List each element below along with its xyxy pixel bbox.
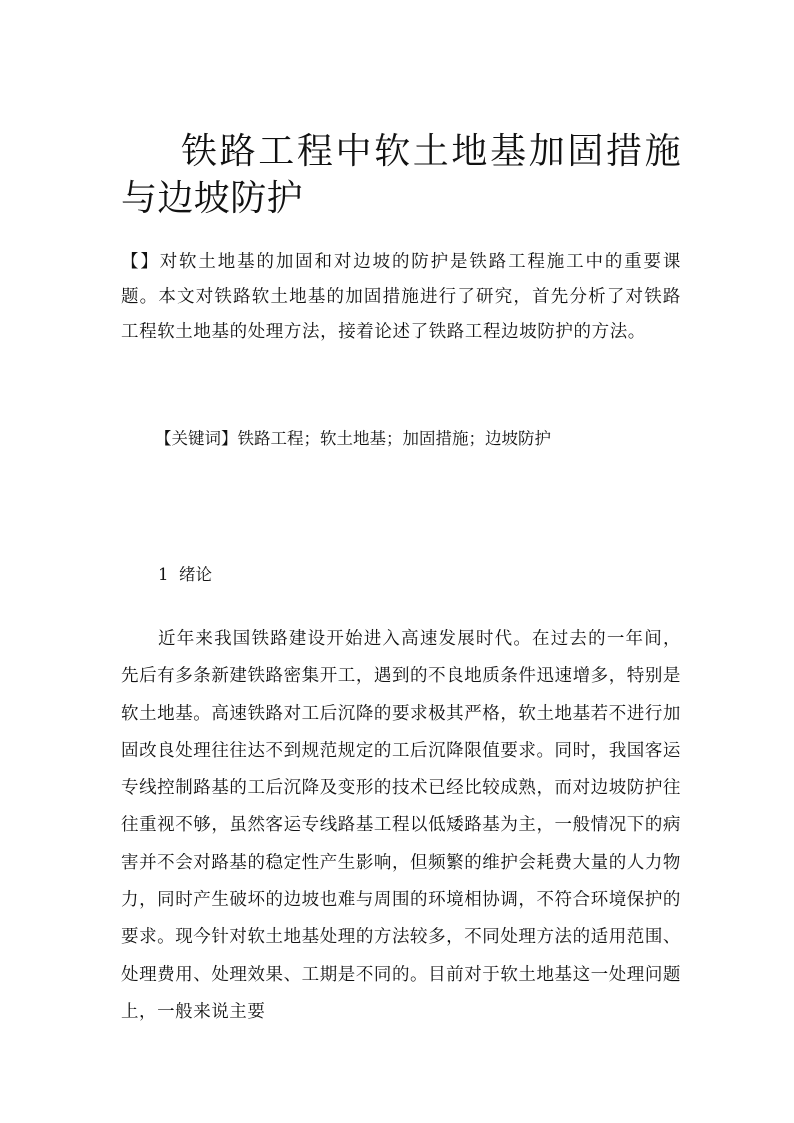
- section-heading: 1 绪论: [158, 565, 212, 584]
- abstract-paragraph: 【】对软土地基的加固和对边坡的防护是铁路工程施工中的重要课题。本文对铁路软土地基的加固措施进行了研究，首先分析了对铁路工程软土地基的处理方法，接着论述了铁路工程边坡防护的方法。: [121, 252, 681, 342]
- body-paragraph: 近年来我国铁路建设开始进入高速发展时代。在过去的一年间，先后有多条新建铁路密集开工，遇到的不良地质条件迅速增多，特别是软土地基。高速铁路对工后沉降的要求极其严格，软土地基若不进行加固改良处理往往达不到规范规定的工后沉降限值要求。同时，我国客运专线控制路基的工后沉降及变形的技术已经比较成熟，而对边坡防护往往重视不够，虽然客运专线路基工程以低矮路基为主，一般情况下的病害并不会对路基的稳定性产生影响，但频繁的维护会耗费大量的人力物力，同时产生破坏的边坡也难与周围的环境相协调，不符合环境保护的要求。现今针对软土地基处理的方法较多，不同处理方法的适用范围、处理费用、处理效果、工期是不同的。目前对于软土地基这一处理问题上，一般来说主要: [121, 629, 681, 1022]
- keywords-line: 【关键词】铁路工程；软土地基；加固措施；边坡防护: [155, 429, 551, 448]
- document-title: 铁路工程中软土地基加固措施与边坡防护: [121, 131, 681, 219]
